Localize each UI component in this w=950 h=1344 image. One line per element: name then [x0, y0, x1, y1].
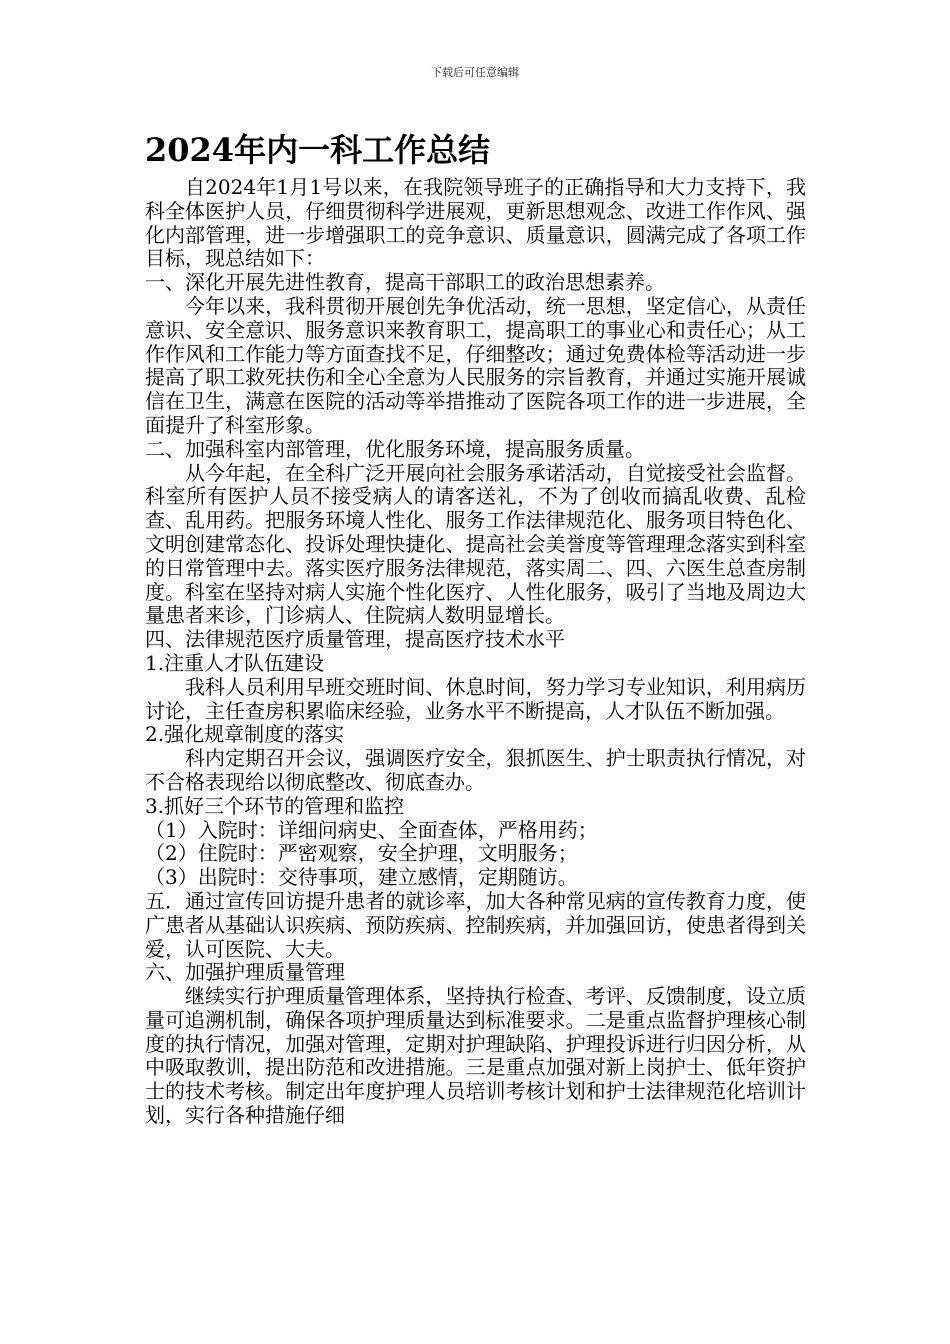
- document-title: 2024年内一科工作总结: [145, 131, 491, 169]
- page-header-note: 下载后可任意编辑: [431, 66, 519, 79]
- section-1-heading: 一、深化开展先进性教育，提高干部职工的政治思想素养。: [145, 270, 665, 295]
- section-6-heading: 六、加强护理质量管理: [145, 960, 345, 985]
- section-4-heading: 四、法律规范医疗质量管理，提高医疗技术水平: [145, 627, 565, 652]
- list-item: （3）出院时：交待事项，建立感情，定期随访。: [145, 865, 578, 890]
- list-item: （1）入院时：详细问病史、全面查体，严格用药；: [145, 817, 598, 842]
- subsection-2-body: 科内定期召开会议，强调医疗安全，狠抓医生、护士职责执行情况，对不合格表现给以彻底整改、彻底查办。: [145, 746, 806, 794]
- subsection-2-heading: 2.强化规章制度的落实: [145, 722, 345, 747]
- section-6-body: 继续实行护理质量管理体系，坚持执行检查、考评、反馈制度，设立质量可追溯机制，确保各项护理质量达到标准要求。二是重点监督护理核心制度的执行情况，加强对管理，定期对护理缺陷、护理投诉进行归因分析，从中吸取教训，提出防范和改进措施。三是重点加强对新上岗护士、低年资护士的技术考核。制定出年度护理人员培训考核计划和护士法律规范化培训计划，实行各种措施仔细: [145, 984, 806, 1128]
- section-2-body: 从今年起，在全科广泛开展向社会服务承诺活动，自觉接受社会监督。科室所有医护人员不接受病人的请客送礼，不为了创收而搞乱收费、乱检查、乱用药。把服务环境人性化、服务工作法律规范化、服务项目特色化、文明创建常态化、投诉处理快捷化、提高社会美誉度等管理理念落实到科室的日常管理中去。落实医疗服务法律规范，落实周二、四、六医生总查房制度。科室在坚持对病人实施个性化医疗、人性化服务，吸引了当地及周边大量患者来诊，门诊病人、住院病人数明显增长。: [145, 460, 806, 628]
- subsection-1-body: 我科人员利用早班交班时间、休息时间，努力学习专业知识，利用病历讨论，主任查房积累临床经验，业务水平不断提高，人才队伍不断加强。: [145, 674, 806, 723]
- section-1-body: 今年以来，我科贯彻开展创先争优活动，统一思想，坚定信心，从责任意识、安全意识、服务意识来教育职工，提高职工的事业心和责任心；从工作作风和工作能力等方面查找不足，仔细整改；通过免费体检等活动进一步提高了职工救死扶伤和全心全意为人民服务的宗旨教育，并通过实施开展诚信在卫生，满意在医院的活动等举措推动了医院各项工作的进一步进展，全面提升了科室形象。: [145, 293, 806, 437]
- document-body: [145, 130, 806, 1128]
- intro-paragraph: 自2024年1月1号以来，在我院领导班子的正确指导和大力支持下，我科全体医护人员，仔细贯彻科学进展观，更新思想观念、改进工作作风、强化内部管理，进一步增强职工的竞争意识、质量意识，圆满完成了各项工作目标，现总结如下：: [145, 175, 806, 271]
- subsection-3-heading: 3.抓好三个环节的管理和监控: [145, 793, 405, 818]
- list-item: （2）住院时：严密观察，安全护理，文明服务；: [145, 841, 578, 866]
- subsection-1-heading: 1.注重人才队伍建设: [145, 650, 325, 675]
- section-2-heading: 二、加强科室内部管理，优化服务环境，提高服务质量。: [145, 436, 645, 461]
- section-5-body: 五．通过宣传回访提升患者的就诊率，加大各种常见病的宣传教育力度，使广患者从基础认识疾病、预防疾病、控制疾病，并加强回访，使患者得到关爱，认可医院、大夫。: [145, 888, 806, 961]
